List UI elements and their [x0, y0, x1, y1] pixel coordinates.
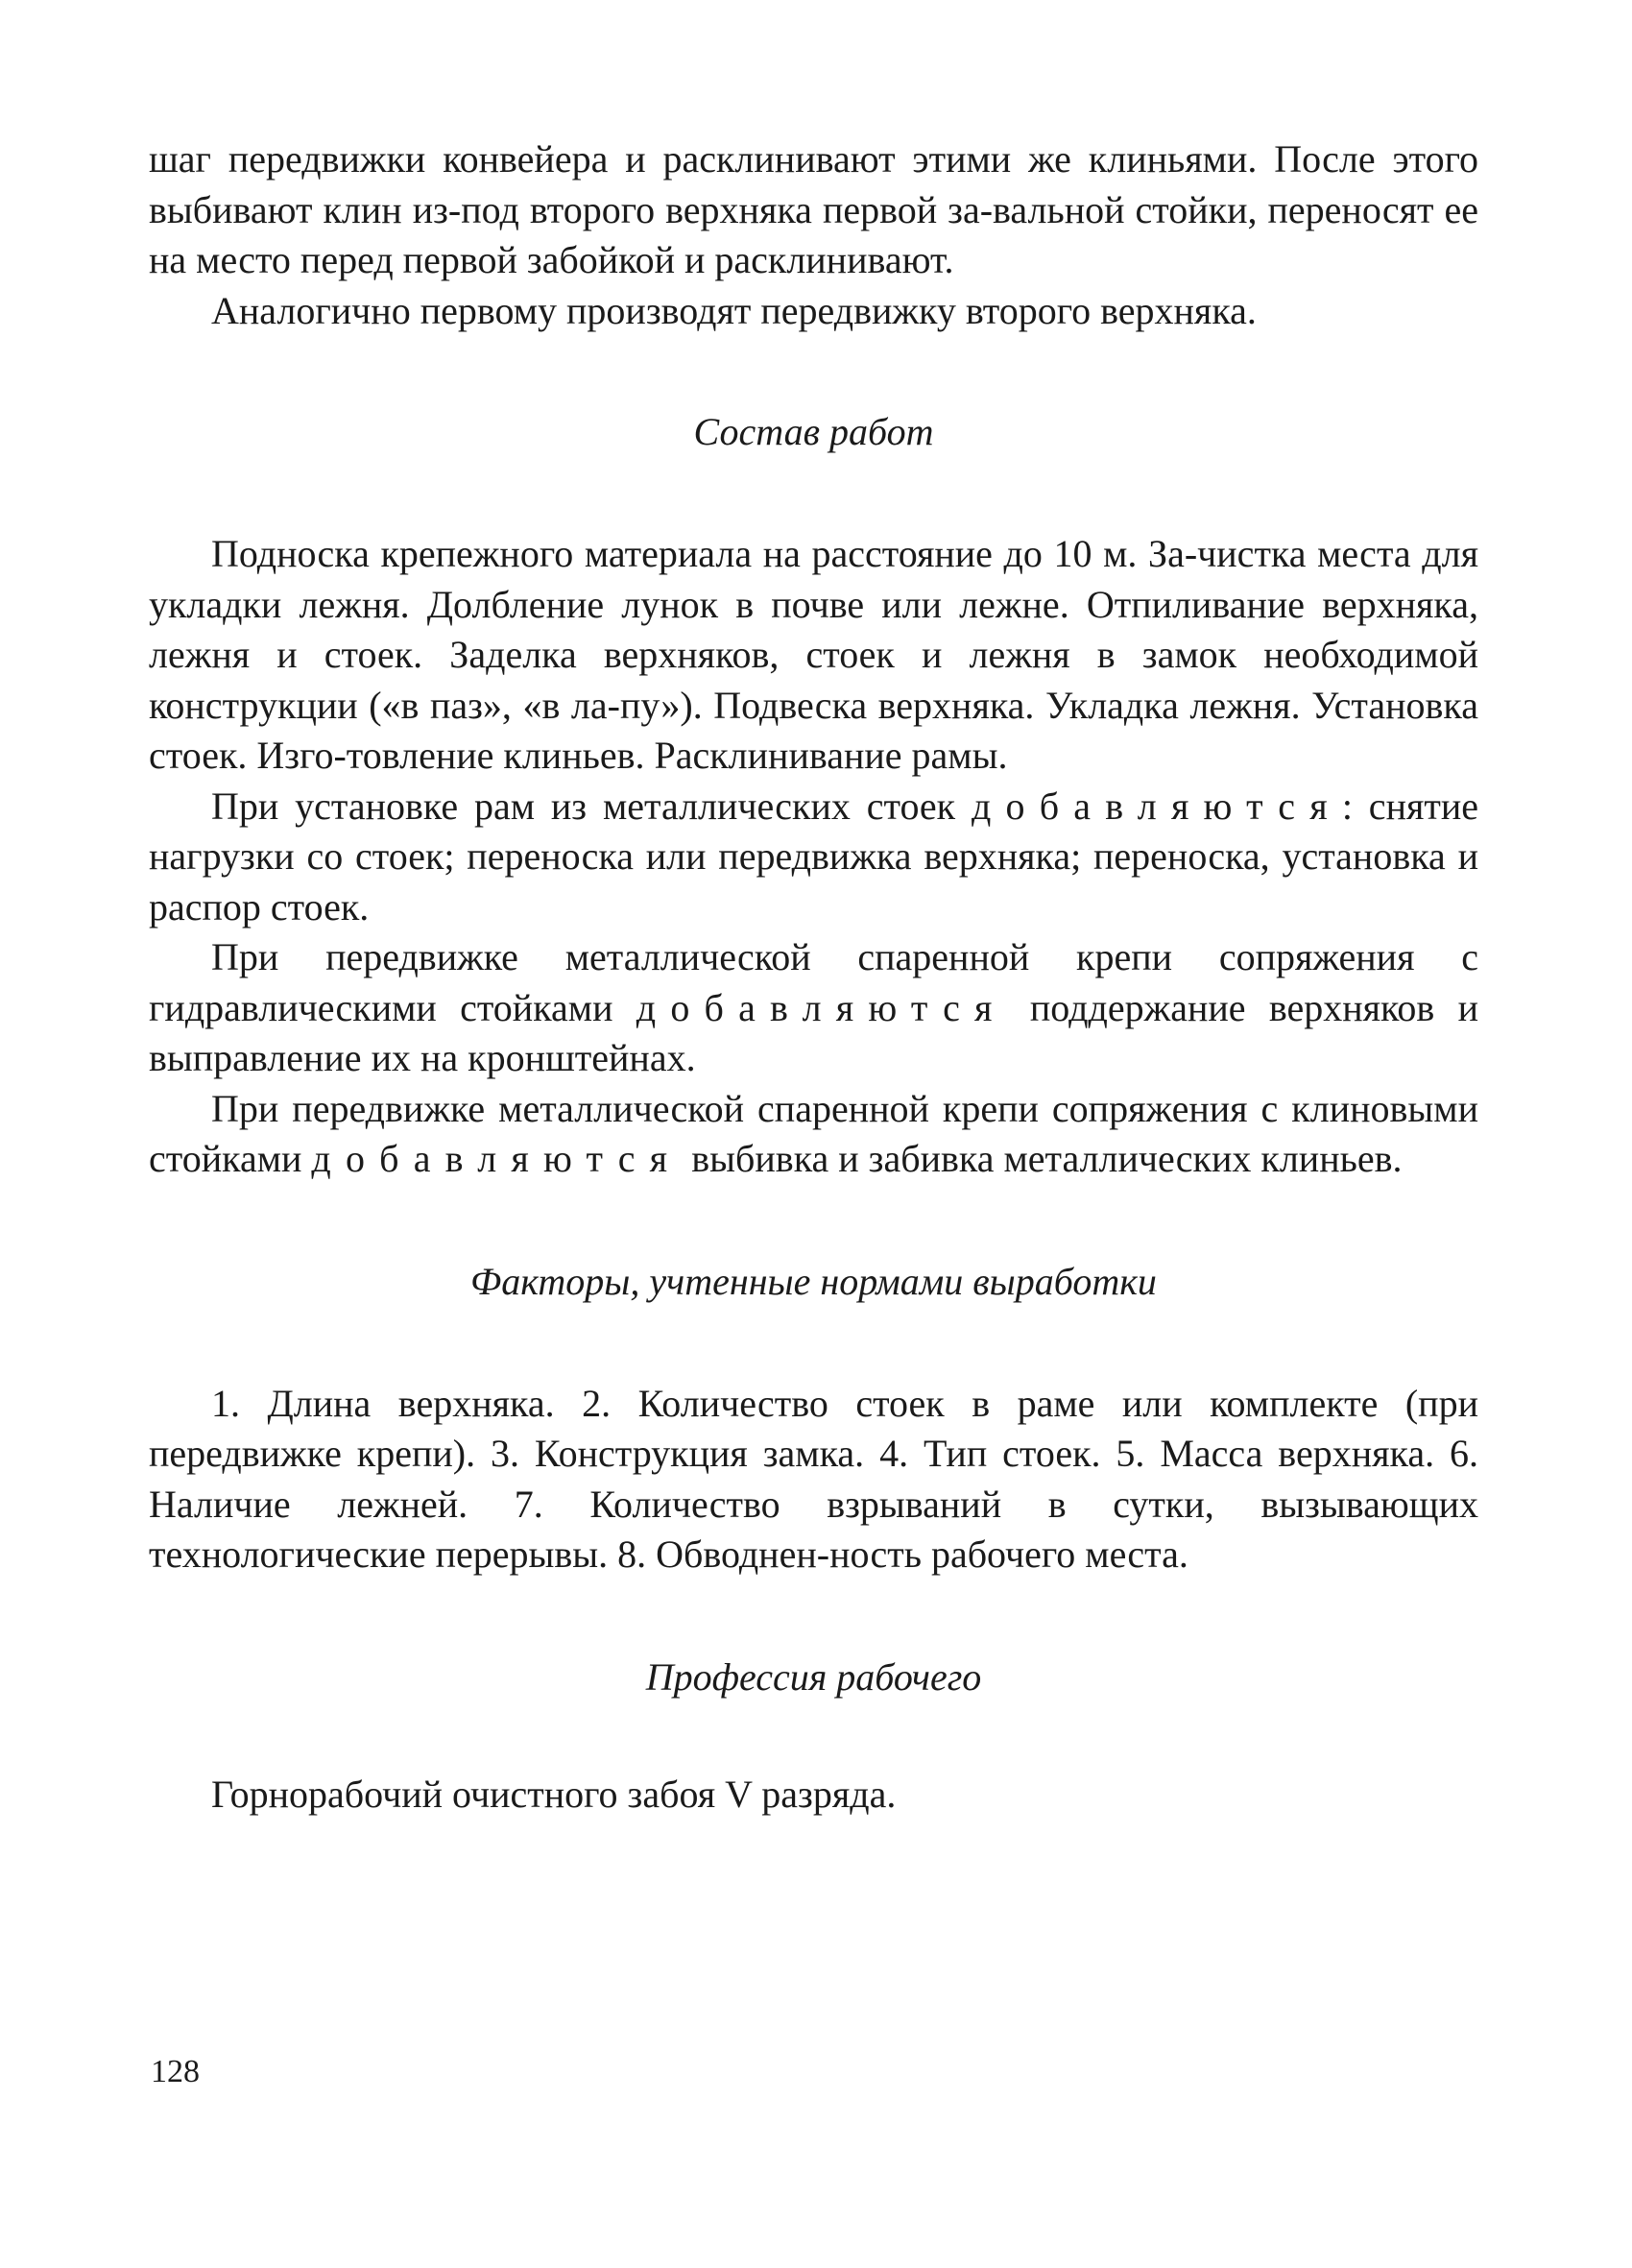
spaced-emphasis: добавляются	[636, 985, 1007, 1029]
composition-paragraph-1: Подноска крепежного материала на расстояние до 10 м. За-чистка места для укладки лежня. Долбление лунок в почве или лежне. Отпиливание верхняка, лежня и стоек. Заделка верхняков, стоек и лежня в замок необходимой конструкции («в паз», «в ла-пу»). Подвеска верхняка. Укладка лежня. Установка стоек. Изго-товление клиньев. Расклинивание рамы.	[149, 532, 1478, 777]
spaced-emphasis: добавляются	[971, 784, 1342, 828]
text-run: выбивка и забивка металлических клиньев.	[682, 1137, 1403, 1180]
composition-paragraph-2	[149, 782, 1478, 933]
text-run: При установке рам из металлических стоек	[211, 784, 972, 828]
composition-paragraph-4	[149, 1084, 1478, 1185]
intro-paragraph-1: шаг передвижки конвейера и расклинивают этими же клиньями. После этого выбивают клин из-под второго верхняка первой за-вальной стойки, переносят ее на место перед первой забойкой и расклинивают.	[149, 137, 1478, 281]
page-number: 128	[151, 2054, 200, 2089]
page-content	[149, 134, 1478, 1820]
factors-paragraph: 1. Длина верхняка. 2. Количество стоек в раме или комплекте (при передвижке крепи). 3. Конструкция замка. 4. Тип стоек. 5. Масса верхняка. 6. Наличие лежней. 7. Количество взрываний в сутки, вызывающих технологические перерывы. 8. Обводнен-ность рабочего места.	[149, 1381, 1478, 1576]
spaced-emphasis: добавляются	[311, 1137, 683, 1180]
intro-paragraph-2: Аналогично первому производят передвижку второго верхняка.	[211, 288, 1257, 332]
text-run: При передвижке металлической спаренной крепи сопряжения с клиновыми стойками	[149, 1086, 1478, 1180]
text-run: При передвижке металлической спаренной крепи сопряжения с гидравлическими стойками	[149, 935, 1478, 1029]
text-run: поддержание верхняков и выправление их на кронштейнах.	[149, 985, 1478, 1079]
section-title-profession: Профессия рабочего	[645, 1654, 982, 1699]
text-run: : снятие нагрузки со стоек; переноска или передвижка верхняка; переноска, установка и распор стоек.	[149, 784, 1479, 929]
section-title-factors: Факторы, учтенные нормами выработки	[470, 1259, 1157, 1303]
composition-paragraph-3	[149, 932, 1478, 1084]
profession-paragraph: Горнорабочий очистного забоя V разряда.	[211, 1772, 897, 1816]
section-title-composition: Состав работ	[693, 410, 934, 453]
